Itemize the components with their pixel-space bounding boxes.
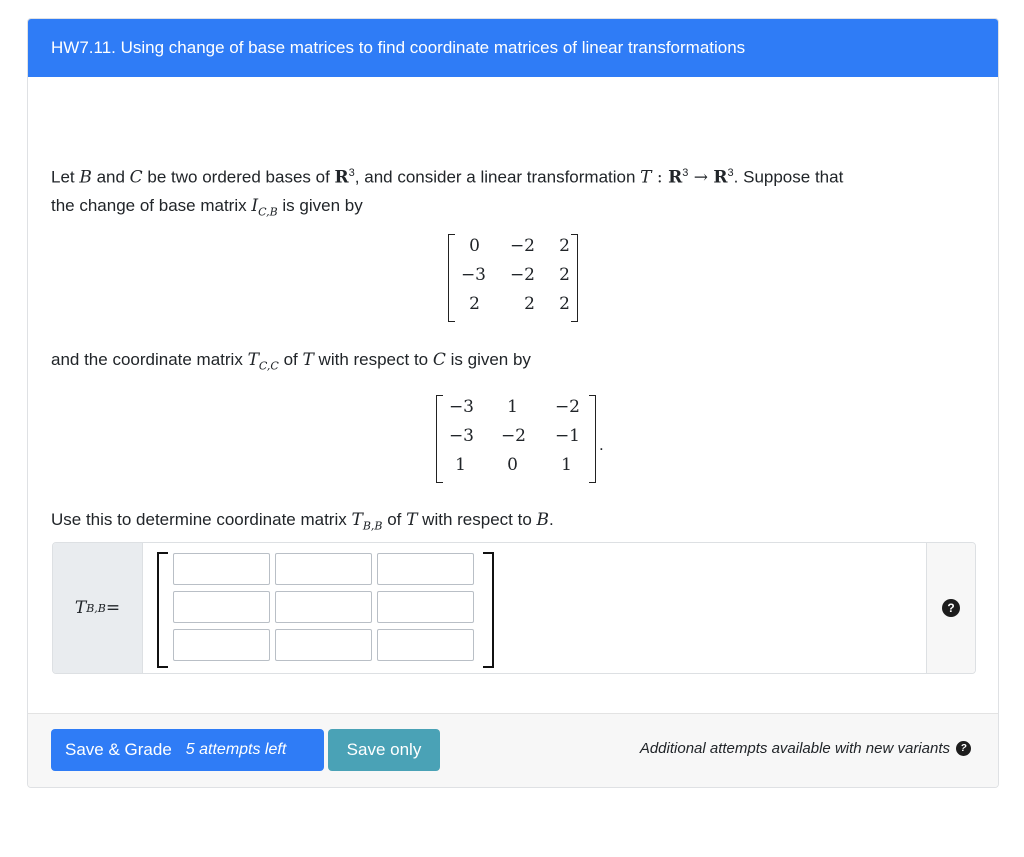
matrix-cell: −3 xyxy=(448,426,474,446)
matrix-cell: 0 xyxy=(469,236,480,256)
question-title: HW7.11. Using change of base matrices to find coordinate matrices of linear transformations xyxy=(51,38,746,57)
save-only-button[interactable] xyxy=(328,729,440,771)
matrix-cell: −2 xyxy=(500,426,526,446)
matrix-cell: −2 xyxy=(509,236,535,256)
question-body xyxy=(28,77,998,717)
answer-cell-2-1[interactable] xyxy=(173,591,270,623)
matrix-cell: 2 xyxy=(524,294,535,314)
answer-right-bracket xyxy=(483,552,494,668)
save-grade-label: Save & Grade xyxy=(65,740,172,759)
attempts-left-label: 5 attempts left xyxy=(185,741,287,758)
answer-cell-1-3[interactable] xyxy=(377,553,474,585)
answer-box xyxy=(52,542,976,674)
matrix-cell: −2 xyxy=(554,397,580,417)
matrix-cell: −1 xyxy=(554,426,580,446)
answer-cell-3-1[interactable] xyxy=(173,629,270,661)
attempts-note xyxy=(640,740,971,757)
save-only-label: Save only xyxy=(346,740,422,759)
intro-paragraph: Let B and C be two ordered bases of $R^3$, and consider a linear transformation T : $R^3 \to R^3$. Suppose that the change of base matrix $I_{C,B}$ is given by xyxy=(51,167,844,219)
answer-cell-3-3[interactable] xyxy=(377,629,474,661)
help-cell xyxy=(926,543,975,673)
matrix-cell: 2 xyxy=(559,236,570,256)
info-question-icon[interactable]: ? xyxy=(956,741,971,756)
help-question-icon[interactable]: ? xyxy=(942,599,960,617)
attempts-note-text: Additional attempts available with new variants xyxy=(639,740,950,757)
matrix-cell: 2 xyxy=(469,294,480,314)
matrix-cell: 1 xyxy=(455,455,466,475)
change-of-base-matrix xyxy=(448,234,578,322)
coordinate-matrix-sentence: and the coordinate matrix $T_{C,C}$ of T with respect to C is given by xyxy=(51,350,531,373)
matrix-trailing-period: . xyxy=(599,435,604,454)
answer-cell-2-3[interactable] xyxy=(377,591,474,623)
matrix-cell: 0 xyxy=(507,455,518,475)
matrix-cell: 1 xyxy=(561,455,572,475)
matrix-cell: −2 xyxy=(509,265,535,285)
task-sentence: Use this to determine coordinate matrix $T_{B,B}$ of T with respect to B. xyxy=(51,510,554,533)
right-bracket xyxy=(589,395,596,483)
matrix-cell: 1 xyxy=(507,397,518,417)
matrix-cell: −3 xyxy=(460,265,486,285)
answer-cell-1-1[interactable] xyxy=(173,553,270,585)
answer-cell-1-2[interactable] xyxy=(275,553,372,585)
answer-cell-2-2[interactable] xyxy=(275,591,372,623)
matrix-cell: 2 xyxy=(559,265,570,285)
coordinate-matrix-c xyxy=(436,395,596,483)
answer-cell-3-2[interactable] xyxy=(275,629,372,661)
question-footer xyxy=(28,713,998,787)
question-card xyxy=(27,18,999,788)
answer-label: T B,B = xyxy=(53,543,143,673)
basis-b: B xyxy=(79,167,92,188)
save-and-grade-button[interactable] xyxy=(51,729,324,771)
answer-left-bracket xyxy=(157,552,168,668)
basis-c: C xyxy=(129,167,143,188)
matrix-cell: −3 xyxy=(448,397,474,417)
right-bracket xyxy=(571,234,578,322)
matrix-cell: 2 xyxy=(559,294,570,314)
question-header xyxy=(28,19,998,77)
